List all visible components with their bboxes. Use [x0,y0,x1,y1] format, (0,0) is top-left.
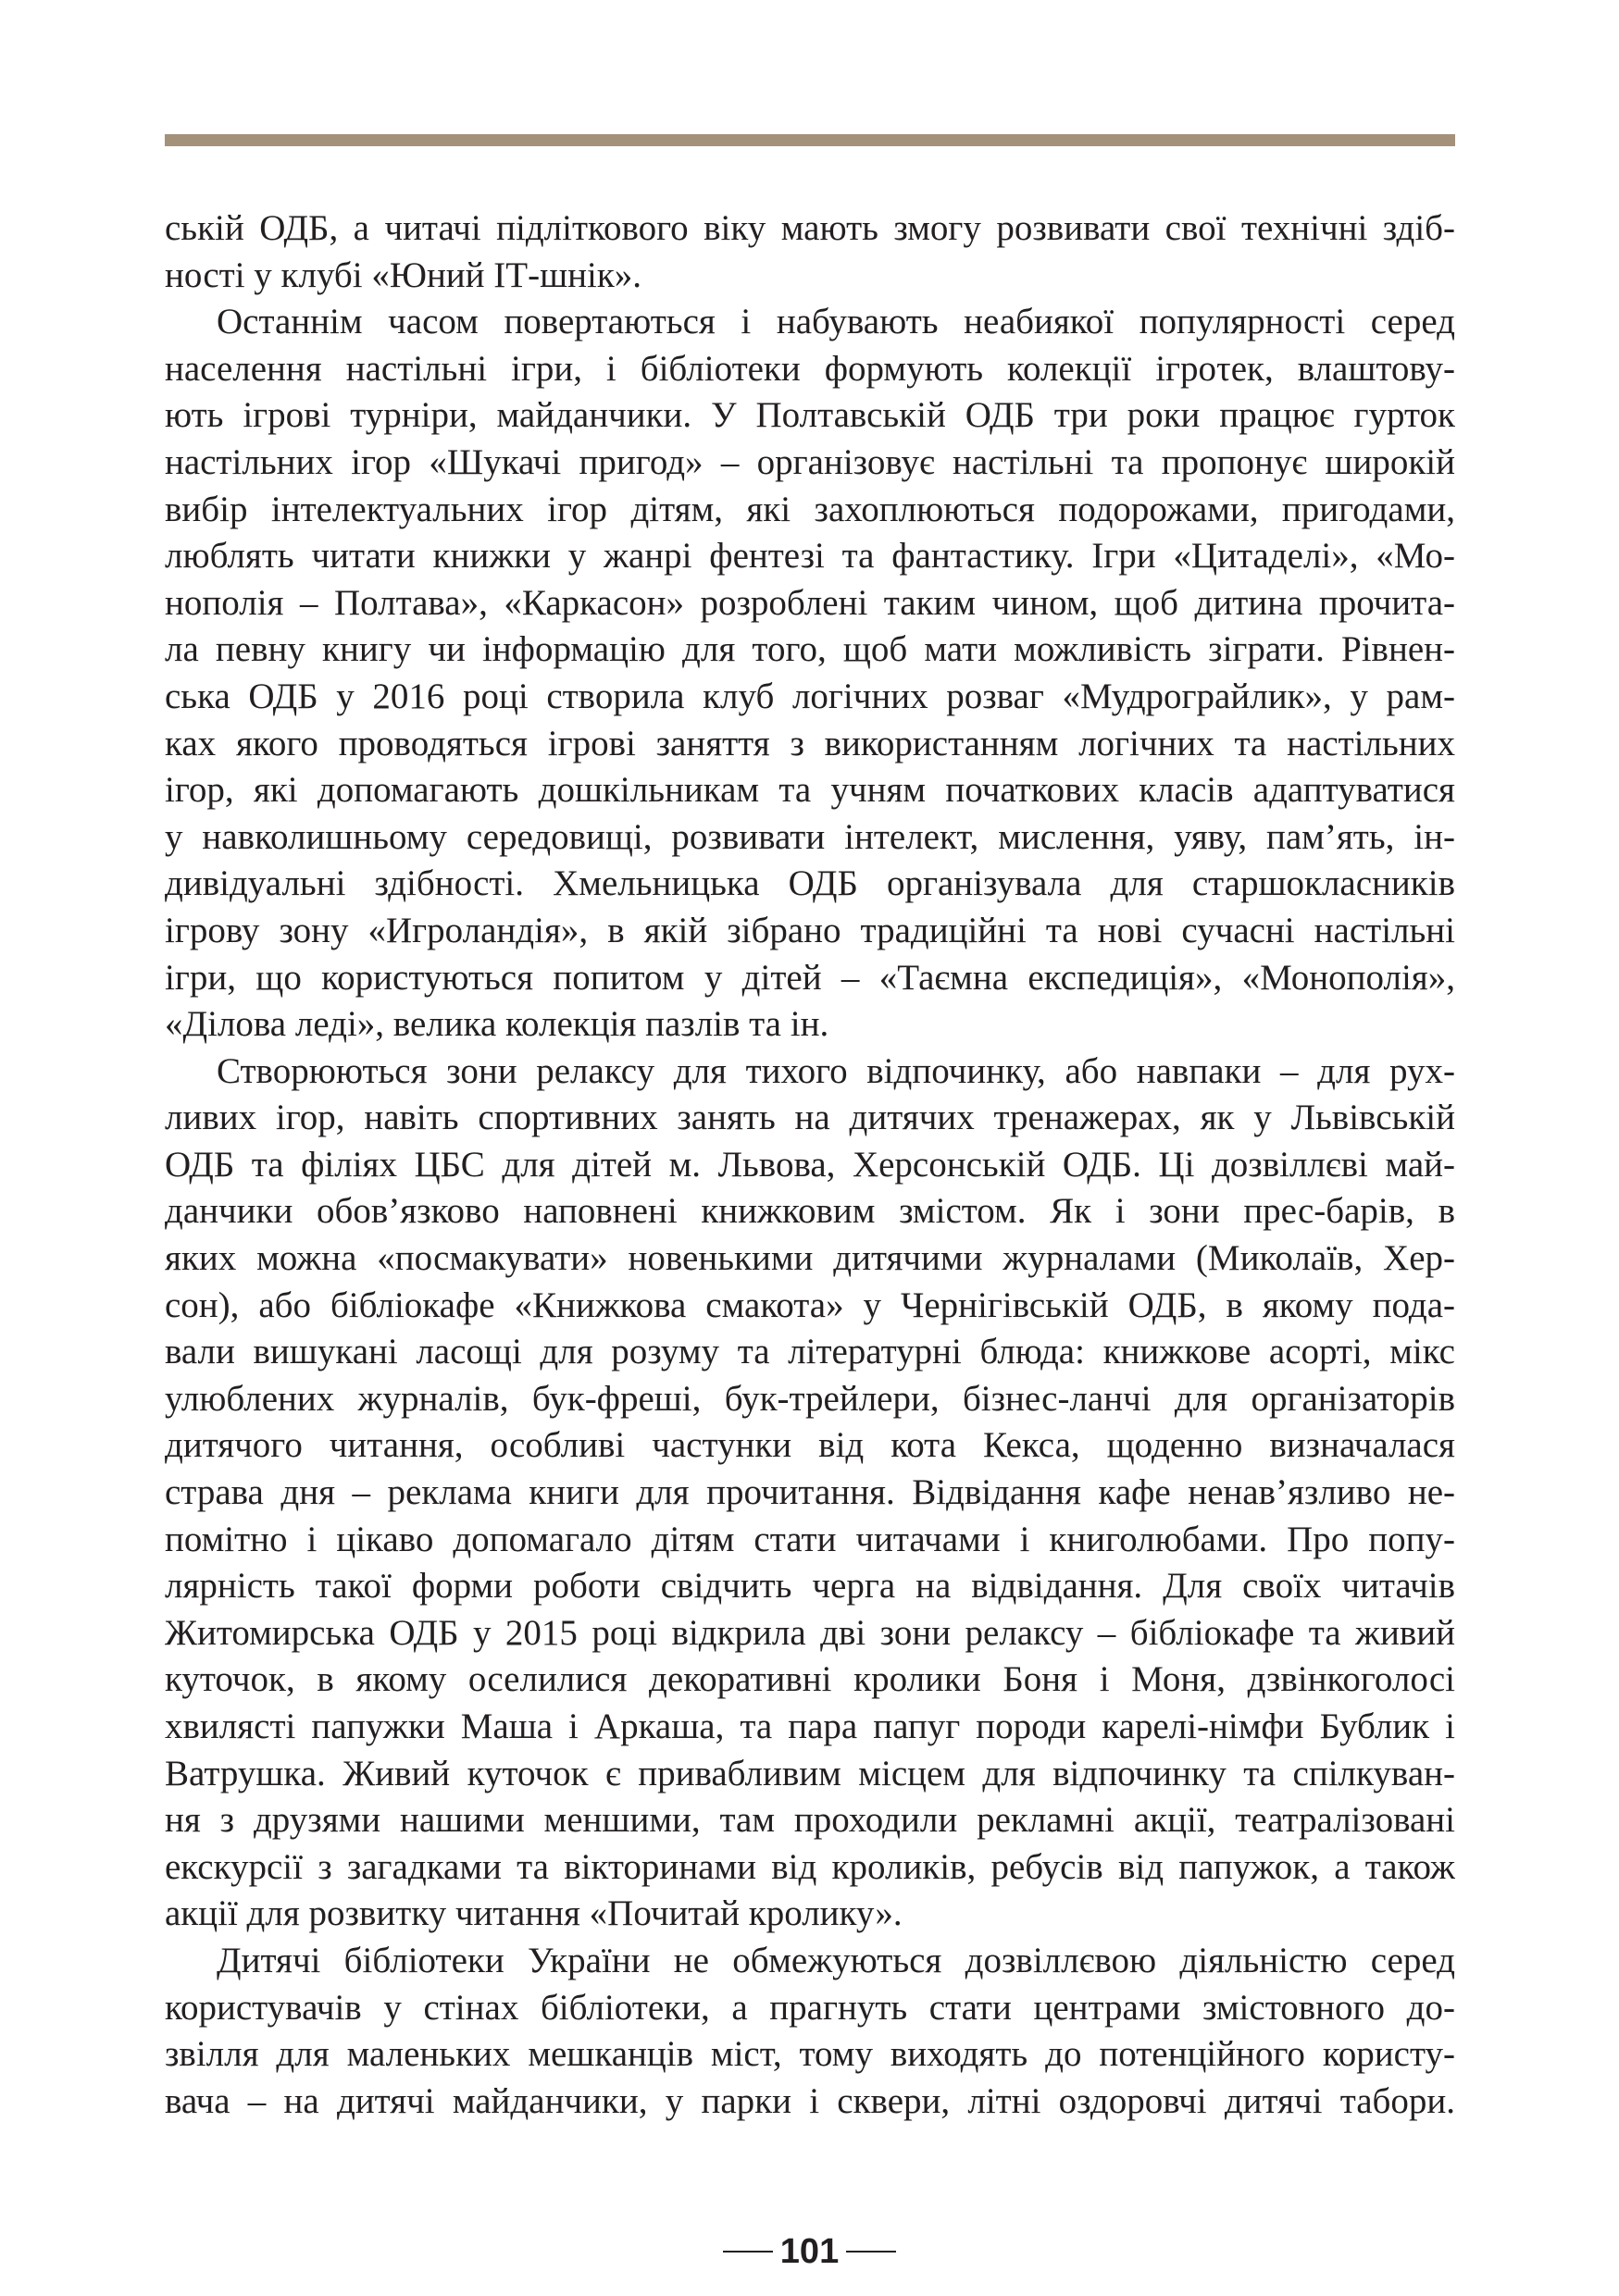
text-line: улюблених журналів, бук-фреші, бук-трейлери, бізнес-ланчі для організаторів [165,1378,1455,1419]
header-rule [165,134,1455,146]
text-line: вибір інтелектуальних ігор дітям, які захоплюються подорожами, пригодами, [165,489,1455,529]
text-line: ігри, що користуються попитом у дітей – «Таємна експедиція», «Монополія», [165,957,1455,998]
text-line: помітно і цікаво допомагало дітям стати читачами і книголюбами. Про попу- [165,1519,1455,1559]
text-line: вали вишукані ласощі для розуму та літературні блюда: книжкове асорті, мікс [165,1332,1455,1372]
text-line: лярність такої форми роботи свідчить черга на відвідання. Для своїх читачів [165,1566,1455,1607]
text-line: люблять читати книжки у жанрі фентезі та фантастику. Ігри «Цитаделі», «Мо- [165,536,1455,577]
page-number-left-dash [723,2251,773,2253]
text-line: яких можна «посмакувати» новенькими дитячими журналами (Миколаїв, Хер- [165,1238,1455,1279]
text-line: ках якого проводяться ігрові заняття з використанням логічних та настільних [165,723,1455,763]
page-number-right-dash [846,2251,896,2253]
page-footer [0,2228,1619,2275]
text-line: вача – на дитячі майданчики, у парки і сквери, літні оздоровчі дитячі табори. [165,2080,1455,2121]
text-line: куточок, в якому оселилися декоративні кролики Боня і Моня, дзвінкоголосі [165,1659,1455,1700]
body-text [165,205,1455,2125]
text-line: звілля для маленьких мешканців міст, тому виходять до потенційного користу- [165,2034,1455,2075]
page-number: 101 [779,2231,840,2271]
paragraph-start-line: Дитячі бібліотеки України не обмежуються дозвіллєвою діяльністю серед [217,1940,1455,1980]
text-line: ігор, які допомагають дошкільникам та учням початкових класів адаптуватися [165,770,1455,811]
paragraph-start-line: Створюються зони релаксу для тихого відпочинку, або навпаки – для рух- [217,1050,1455,1091]
text-line: «Ділова леді», велика колекція пазлів та ін. [165,1004,829,1045]
text-line: екскурсії з загадками та вікторинами від кроликів, ребусів від папужок, а також [165,1846,1455,1887]
text-line: ня з друзями нашими меншими, там проходили рекламні акції, театралізовані [165,1800,1455,1841]
text-line: сон), або бібліокафе «Книжкова смакота» у Чернігівській ОДБ, в якому пода- [165,1285,1455,1325]
text-line: населення настільні ігри, і бібліотеки формують колекції ігроτек, влаштову- [165,348,1455,389]
text-line: ла певну книгу чи інформацію для того, щоб мати можливість зіграти. Рівнен- [165,629,1455,670]
text-line: нополія – Полтава», «Каркасон» розроблені таким чином, щоб дитина прочита- [165,582,1455,623]
text-line: ності у клубі «Юний ІТ-шнік». [165,254,642,295]
text-line: користувачів у стінах бібліотеки, а прагнуть стати центрами змістовного до- [165,1987,1455,2028]
text-line: дитячого читання, особливі частунки від кота Кекса, щоденно визначалася [165,1425,1455,1466]
text-line: у навколишньому середовищі, розвивати інтелект, мислення, уяву, пам’ять, ін- [165,816,1455,857]
text-line: Ватрушка. Живий куточок є привабливим місцем для відпочинку та спілкуван- [165,1753,1455,1793]
text-line: ОДБ та філіях ЦБС для дітей м. Львова, Херсонській ОДБ. Ці дозвіллєві май- [165,1144,1455,1185]
text-line: настільних ігор «Шукачі пригод» – організовує настільні та пропонує широкій [165,441,1455,482]
text-line: ській ОДБ, а читачі підліткового віку мають змогу розвивати свої технічні здіб- [165,208,1455,248]
text-line: ють ігрові турніри, майданчики. У Полтавській ОДБ три роки працює гурток [165,395,1455,436]
text-line: хвилясті папужки Маша і Аркаша, та пара папуг породи карелі-німфи Бублик і [165,1706,1455,1746]
text-line: ливих ігор, навіть спортивних занять на дитячих тренажерах, як у Львівській [165,1098,1455,1138]
text-line: ігрову зону «Игроландія», в якій зібрано традиційні та нові сучасні настільні [165,910,1455,950]
text-line: акції для розвитку читання «Почитай кролику». [165,1893,903,1934]
text-line: страва дня – реклама книги для прочитання. Відвідання кафе ненав’язливо не- [165,1472,1455,1513]
paragraph-start-line: Останнім часом повертаються і набувають неабиякої популярності серед [217,302,1455,342]
text-line: Житомирська ОДБ у 2015 році відкрила дві зони релаксу – бібліокафе та живий [165,1612,1455,1653]
text-line: ська ОДБ у 2016 році створила клуб логічних розваг «Мудрограйлик», у рам- [165,676,1455,716]
text-line: данчики обов’язково наповнені книжковим змістом. Як і зони прес-барів, в [165,1191,1455,1232]
text-line: дивідуальні здібності. Хмельницька ОДБ організувала для старшокласників [165,863,1455,904]
